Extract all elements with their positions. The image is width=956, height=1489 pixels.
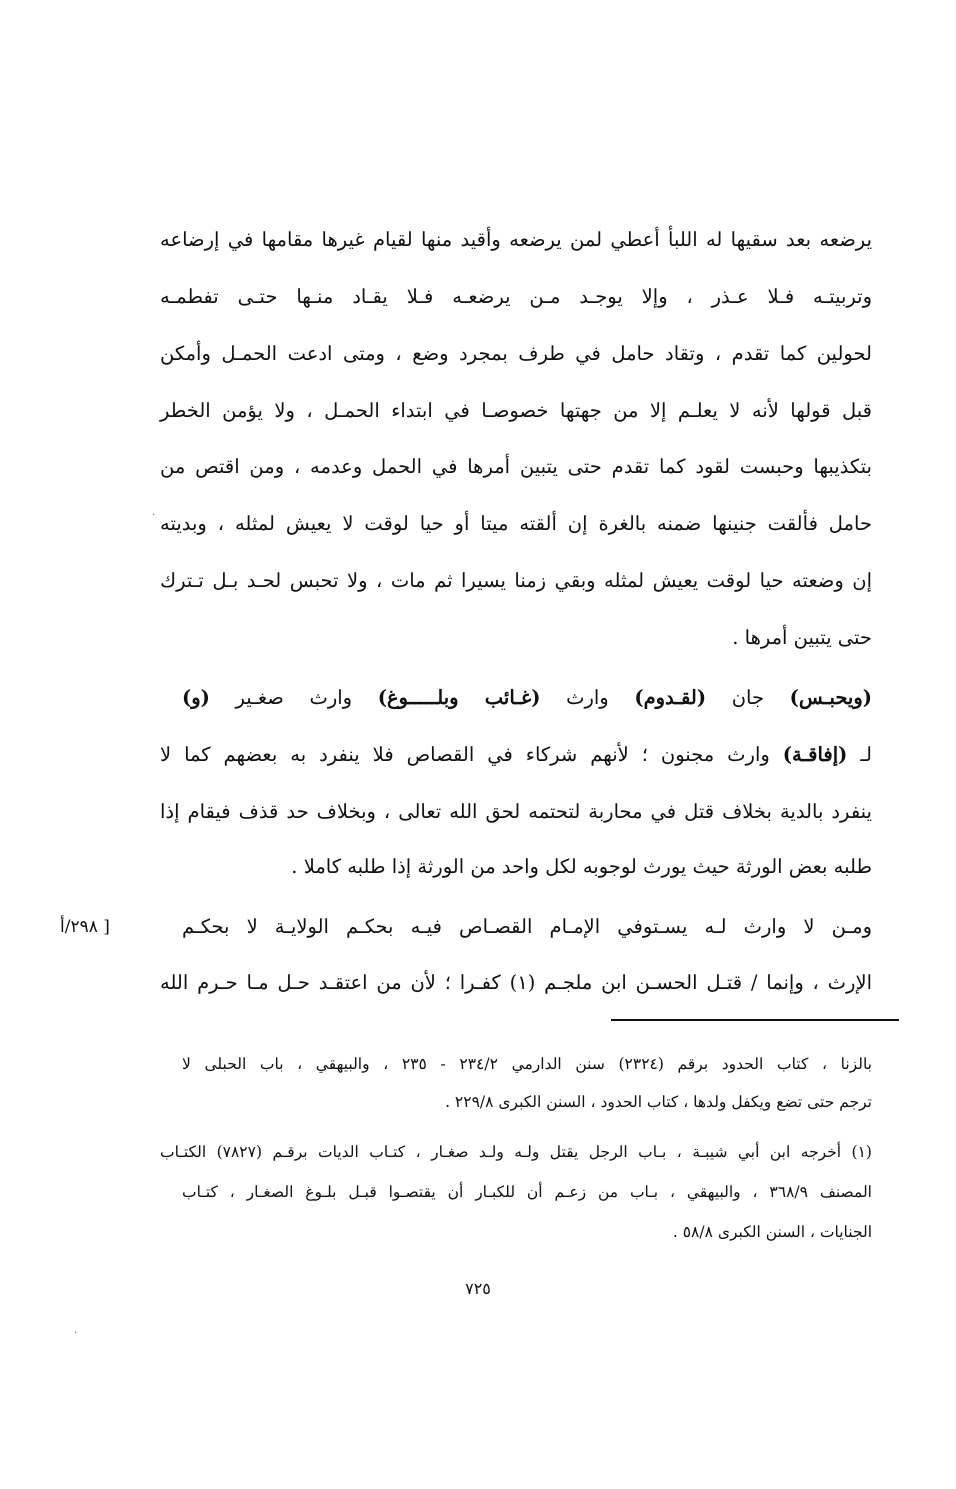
footnote-line: (١) أخرجه ابن أبي شيبـة ، بـاب الرجل يقتل ولـه ولـد صغـار ، كتـاب الديات برقـم (٧٨٢٧) الكتـاب xyxy=(160,1143,872,1161)
matn-text: (ويحبـس) xyxy=(789,686,872,709)
sharh-text: وارث xyxy=(540,686,635,709)
page-number: ٧٢٥ xyxy=(465,1279,491,1298)
body-line: حامل فألقت جنينها ضمنه بالغرة إن ألقته ميتا أو حيا لوقت لا يعيش لمثله ، وبديته xyxy=(160,512,872,535)
body-line: حتى يتبين أمرها . xyxy=(732,626,872,649)
matn-text: (غـائب وبلـــــوغ) xyxy=(377,686,541,709)
sharh-text: لـ xyxy=(847,743,872,766)
matn-text: (لقـدوم) xyxy=(634,686,707,709)
matn-text: (و) xyxy=(182,686,210,709)
body-line: إن وضعته حيا لوقت يعيش لمثله وبقي زمنا يسيرا ثم مات ، ولا تحبس لحـد بـل تـترك xyxy=(160,569,872,592)
body-line: بتكذيبها وحبست لقود كما تقدم حتى يتبين أمرها في الحمل وعدمه ، ومن اقتص من xyxy=(160,455,872,478)
body-line: قبل قولها لأنه لا يعلـم إلا من جهتها خصوصـا في ابتداء الحمـل ، ولا يؤمن الخطر xyxy=(160,399,872,422)
body-line: لحولين كما تقدم ، وتقاد حامل في طرف بمجرد وضع ، ومتى ادعت الحمـل وأمكن xyxy=(160,342,872,365)
footnote-separator xyxy=(611,1019,899,1021)
sharh-text: وارث مجنون ؛ لأنهم شركاء في القصاص فلا ينفرد به بعضهم كما لا xyxy=(160,743,783,766)
matn-text: (إفاقـة) xyxy=(782,743,848,766)
footnote-line: المصنف ٣٦٨/٩ ، والبيهقي ، بـاب من زعـم أن للكبـار أن يقتصـوا قبـل بلـوغ الصغـار ، كتـاب xyxy=(182,1183,872,1201)
body-line-with-matn xyxy=(160,740,872,770)
body-line: ينفرد بالدية بخلاف قتل في محاربة لتحتمه لحق الله تعالى ، وبخلاف حد قذف فيقام إذا xyxy=(160,800,872,823)
footnote-line: بالزنا ، كتاب الحدود برقم (٢٣٢٤) سنن الدارمي ٢٣٤/٢ - ٢٣٥ ، والبيهقي ، باب الحبلى لا xyxy=(182,1055,872,1073)
manuscript-folio-marker: [ ٢٩٨/أ xyxy=(60,917,110,937)
body-line: طلبه بعض الورثة حيث يورث لوجوبه لكل واحد من الورثة إذا طلبه كاملا . xyxy=(291,855,872,878)
footnote-line: ترجم حتى تضع ويكفل ولدها ، كتاب الحدود ، السنن الكبرى ٢٢٩/٨ . xyxy=(445,1093,872,1111)
scan-speck: · xyxy=(152,510,156,521)
body-line: الإرث ، وإنما / قتـل الحسـن ابن ملجـم (١) كفـرا ؛ لأن من اعتقـد حـل مـا حـرم الله xyxy=(160,971,872,994)
body-line: يرضعه بعد سقيها له اللبأ أعطي لمن يرضعه وأقيد منها لقيام غيرها مقامها في إرضاعه xyxy=(160,228,872,251)
body-line: ومـن لا وارث لـه يسـتوفي الإمـام القصـاص فيـه بحكـم الولايـة لا بحكـم xyxy=(182,915,872,938)
sharh-text: جان xyxy=(706,686,790,709)
body-line: وتربيتـه فـلا عـذر ، وإلا يوجـد مـن يرضعـه فـلا يقـاد منـها حتـى تفطمـه xyxy=(160,285,872,308)
scan-speck: · xyxy=(74,1328,78,1339)
body-line-with-matn xyxy=(182,683,872,713)
footnote-line: الجنايات ، السنن الكبرى ٥٨/٨ . xyxy=(672,1223,872,1241)
sharh-text: وارث صغـير xyxy=(209,686,378,709)
